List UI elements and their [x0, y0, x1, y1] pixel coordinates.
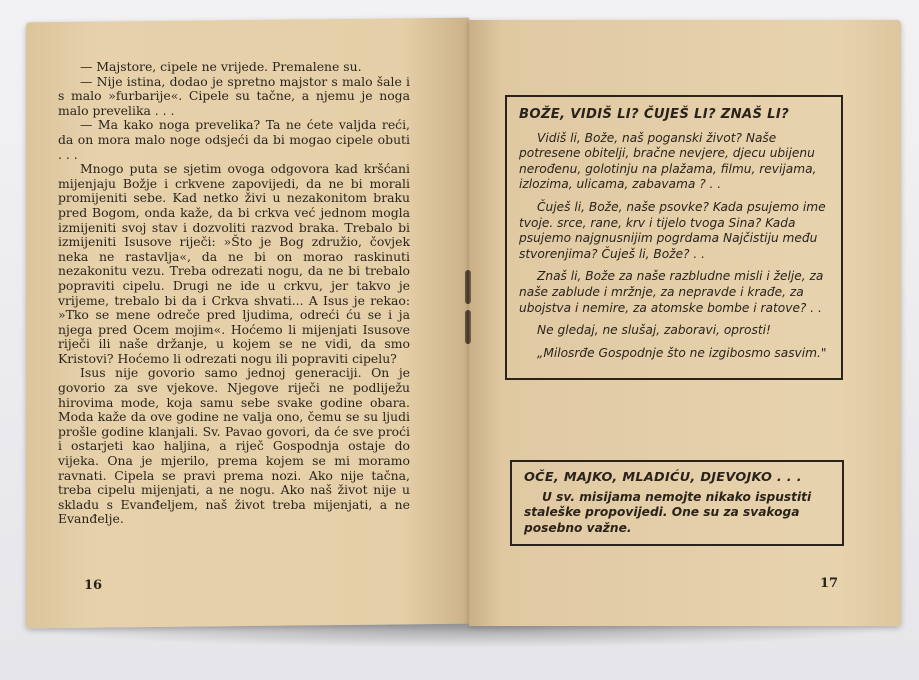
- notice-text: U sv. misijama nemojte nikako ispustiti staleške propovijedi. One su za svakoga posebno važne.: [524, 489, 812, 535]
- paragraph: — Ma kako noga prevelika? Ta ne ćete valjda reći, da on mora malo noge odsjeći da bi mogao cipele obuti . . .: [58, 117, 410, 162]
- prayer-paragraph: „Milosrđe Gospodnje što ne izgibosmo sasvim.": [537, 345, 827, 360]
- prayer-paragraph: Znaš li, Bože za naše razbludne misli i želje, za naše zablude i mržnje, za nepravde i krađe, za ubojstva i nemire, za atomske bombe i ratove? . .: [519, 269, 824, 315]
- paragraph: — Majstore, cipele ne vrijede. Premalene su.: [80, 59, 362, 74]
- spine-staples: [462, 270, 476, 350]
- paragraph: Isus nije govorio samo jednoj generaciji. On je govorio za sve vjekove. Njegove riječi ne podliježu hirovima mode, koja samu sebe svake godine obara. Moda kaže da ove godine ne valja ono, čemu se su ljudi prošle godine klanjali. Sv. Pavao govori, da će sve proći i ostarjeti kao haljina, a riječ Gospodnja ostaje do vijeka. Ona je mjerilo, prema kojem se mi moramo ravnati. Cipela se pravi prema nozi. Ako nije tačna, treba cipelu mijenjati, a ne nogu. Ako naš život nije u skladu s Evanđeljem, naš život treba mijenjati, a ne Evanđelje.: [58, 365, 410, 527]
- page-number-right: 17: [820, 576, 839, 591]
- notice-box-title: OČE, MAJKO, MLADIĆU, DJEVOJKO . . .: [524, 470, 802, 485]
- notice-box: [510, 460, 844, 546]
- prayer-box: [505, 95, 843, 380]
- prayer-paragraph: Čuješ li, Bože, naše psovke? Kada psujemo ime tvoje. srce, rane, krv i tijelo tvoga Sina? Kada psujemo najgnusnijim pogrdama Najčistiju među stvorenjima? Čuješ li, Bože? . .: [519, 199, 826, 261]
- paragraph: Mnogo puta se sjetim ovoga odgovora kad kršćani mijenjaju Božje i crkvene zapovijedi, da ne bi morali promijeniti sebe. Kad netko živi u nezakonitom braku pred Bogom, onda kaže, da bi crkva već jednom mogla izmijeniti svoj stav i dozvoliti razvod braka. Trebalo bi izmijeniti Isusove riječi: »Što je Bog združio, čovjek neka ne rastavlja«, da ne bi on morao raskinuti nezakonitu vezu. Treba odrezati nogu, da ne bi trebalo popraviti cipelu. Drugi ne ide u crkvu, jer takvo je vrijeme, trebalo bi da i Crkva shvati... A Isus je rekao: »Tko se mene odreče pred ljudima, odreći ću se i ja njega pred Ocem mojim«. Hoćemo li mijenjati Isusove riječi ili naše držanje, u kojem se ne vidi, da smo Kristovi? Hoćemo li odrezati nogu ili popraviti cipelu?: [58, 161, 410, 366]
- page-number-left: 16: [84, 578, 103, 593]
- prayer-paragraph: Vidiš li, Bože, naš poganski život? Naše potresene obitelji, bračne nevjere, djecu ubijenu nerođenu, golotinju na plažama, filmu, revijama, izlozima, ulicama, zabavama ? . .: [519, 130, 817, 192]
- left-page-text: [58, 60, 410, 527]
- prayer-paragraph: Ne gledaj, ne slušaj, zaboravi, oprosti!: [537, 323, 771, 338]
- paragraph: — Nije istina, dodao je spretno majstor s malo šale i s malo »furbarije«. Cipele su tačne, a njemu je noga malo prevelika . . .: [58, 73, 410, 118]
- staple-bottom-icon: [465, 310, 471, 344]
- staple-top-icon: [465, 270, 471, 304]
- prayer-box-title: BOŽE, VIDIŠ LI? ČUJEŠ LI? ZNAŠ LI?: [519, 107, 790, 122]
